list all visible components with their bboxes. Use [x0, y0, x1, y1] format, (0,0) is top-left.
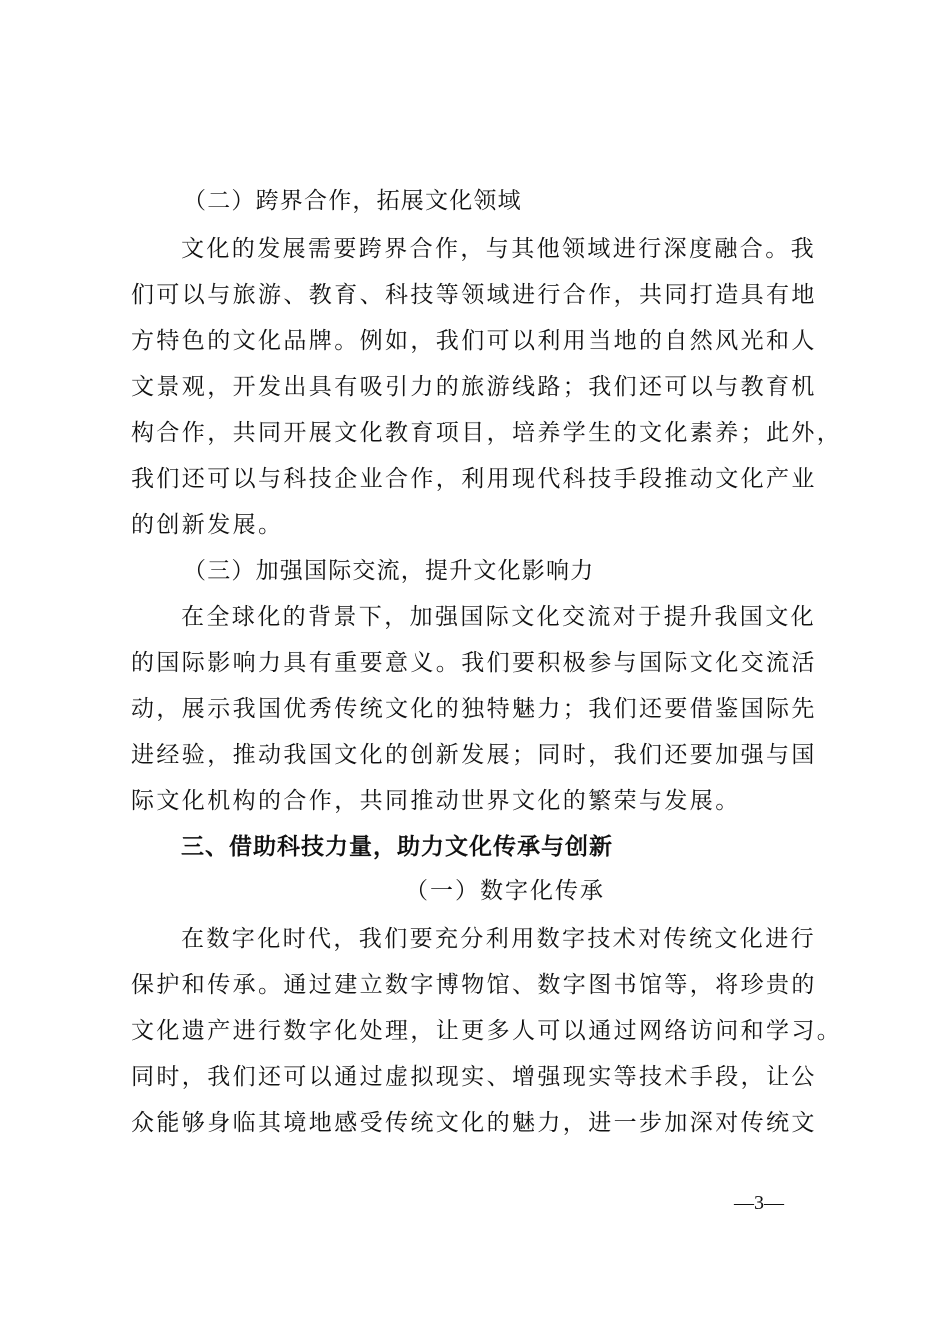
- paragraph-line: 文化的发展需要跨界合作，与其他领域进行深度融合。我: [181, 236, 816, 262]
- section-heading-digital-inheritance: （一）数字化传承: [405, 878, 605, 904]
- paragraph-line: 构合作，共同开展文化教育项目，培养学生的文化素养；此外，: [131, 420, 843, 446]
- paragraph-line: 的创新发展。: [131, 512, 284, 538]
- paragraph-line: 文化遗产进行数字化处理，让更多人可以通过网络访问和学习。: [131, 1018, 843, 1044]
- paragraph-line: 们可以与旅游、教育、科技等领域进行合作，共同打造具有地: [131, 282, 817, 308]
- paragraph-line: 在全球化的背景下，加强国际文化交流对于提升我国文化: [181, 604, 816, 630]
- paragraph-line: 的国际影响力具有重要意义。我们要积极参与国际文化交流活: [131, 650, 817, 676]
- section-heading-international-exchange: （三）加强国际交流，提升文化影响力: [183, 558, 595, 584]
- paragraph-line: 我们还可以与科技企业合作，利用现代科技手段推动文化产业: [131, 466, 817, 492]
- paragraph-line: 众能够身临其境地感受传统文化的魅力，进一步加深对传统文: [131, 1110, 817, 1136]
- paragraph-line: 进经验，推动我国文化的创新发展；同时，我们还要加强与国: [131, 742, 817, 768]
- paragraph-line: 同时，我们还可以通过虚拟现实、增强现实等技术手段，让公: [131, 1064, 817, 1090]
- paragraph-line: 文景观，开发出具有吸引力的旅游线路；我们还可以与教育机: [131, 374, 817, 400]
- paragraph-line: 际文化机构的合作，共同推动世界文化的繁荣与发展。: [131, 788, 741, 814]
- paragraph-line: 方特色的文化品牌。例如，我们可以利用当地的自然风光和人: [131, 328, 817, 354]
- paragraph-line: 动，展示我国优秀传统文化的独特魅力；我们还要借鉴国际先: [131, 696, 817, 722]
- paragraph-line: 在数字化时代，我们要充分利用数字技术对传统文化进行: [181, 926, 816, 952]
- page-number: —3—: [734, 1192, 784, 1214]
- chapter-heading-technology: 三、借助科技力量，助力文化传承与创新: [181, 834, 613, 860]
- section-heading-cross-border: （二）跨界合作，拓展文化领域: [183, 188, 522, 214]
- paragraph-line: 保护和传承。通过建立数字博物馆、数字图书馆等，将珍贵的: [131, 972, 817, 998]
